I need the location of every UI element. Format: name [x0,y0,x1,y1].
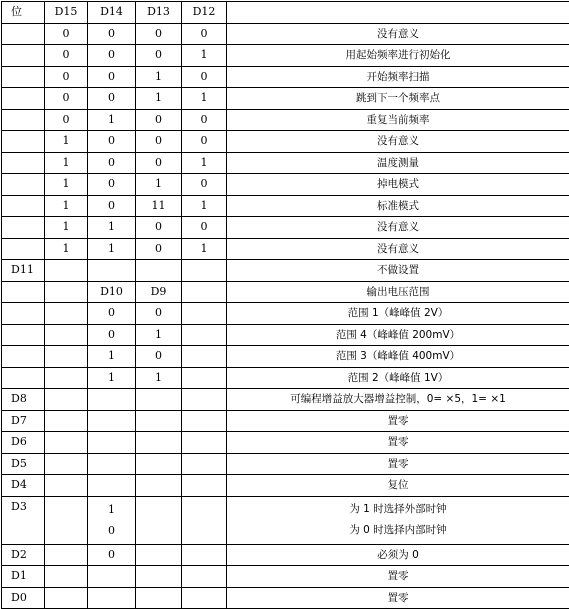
table-row [2,174,569,196]
bit-cell [2,109,45,131]
header-cell-d12: D12 [182,2,227,24]
description-cell-d3 [227,496,569,544]
bit-cell [2,131,45,153]
d3-value-1: 1 [88,499,135,520]
value-cell: 0 [136,45,182,67]
value-cell [182,544,227,566]
table-row [2,217,569,239]
value-cell: 0 [182,131,227,153]
value-cell: 1 [88,109,136,131]
value-cell [136,475,182,497]
value-cell: 0 [182,23,227,45]
description-cell: 用起始频率进行初始化 [227,45,569,67]
table-row [2,109,569,131]
bit-cell: D7 [2,410,45,432]
value-cell [136,410,182,432]
description-cell: 掉电模式 [227,174,569,196]
value-cell: 1 [88,367,136,389]
bit-cell [2,66,45,88]
value-cell [45,475,88,497]
value-cell: 0 [45,45,88,67]
value-cell: 1 [182,45,227,67]
value-cell [88,260,136,282]
value-cell [182,324,227,346]
table-row [2,566,569,588]
bit-cell [2,23,45,45]
description-cell: 可编程增益放大器增益控制，0= ×5，1= ×1 [227,389,569,411]
value-cell: 0 [88,174,136,196]
description-cell: 置零 [227,453,569,475]
description-cell: 跳到下一个频率点 [227,88,569,110]
table-row [2,453,569,475]
value-cell [182,496,227,544]
bit-cell [2,346,45,368]
value-cell: 0 [88,195,136,217]
table-row [2,410,569,432]
bit-cell: D0 [2,587,45,609]
header-cell-bit: 位 [2,2,45,24]
bit-cell [2,195,45,217]
value-cell [136,496,182,544]
value-cell [45,544,88,566]
description-cell: 温度测量 [227,152,569,174]
value-cell [182,475,227,497]
value-cell [182,346,227,368]
table-body-d3 [2,496,569,544]
value-cell [182,432,227,454]
value-cell [136,453,182,475]
description-cell: 置零 [227,410,569,432]
value-cell: 0 [136,238,182,260]
table-body-tail [2,544,569,609]
value-cell: D10 [88,281,136,303]
description-cell: 没有意义 [227,217,569,239]
value-cell: 0 [88,303,136,325]
header-cell-d13: D13 [136,2,182,24]
table-row [2,303,569,325]
value-cell: 11 [136,195,182,217]
value-cell [182,453,227,475]
bit-cell: D2 [2,544,45,566]
value-cell [45,410,88,432]
value-cell: 1 [88,238,136,260]
table-row [2,23,569,45]
description-cell: 范围 2（峰峰值 1V） [227,367,569,389]
bit-cell [2,217,45,239]
value-cell [45,281,88,303]
value-cell: 1 [136,324,182,346]
table-row [2,346,569,368]
description-cell: 必须为 0 [227,544,569,566]
value-cell [45,453,88,475]
value-cell [182,367,227,389]
bit-cell: D6 [2,432,45,454]
value-cell [45,260,88,282]
value-cell: 1 [45,195,88,217]
value-cell: 1 [136,88,182,110]
value-cell: 1 [45,152,88,174]
table-row [2,88,569,110]
value-cell [182,260,227,282]
header-cell-description [227,2,569,24]
table-row [2,432,569,454]
value-cell: 1 [88,346,136,368]
value-cell: 0 [45,88,88,110]
value-cell: 0 [136,152,182,174]
description-cell: 不做设置 [227,260,569,282]
value-cell [182,281,227,303]
table-row [2,195,569,217]
value-cell [182,410,227,432]
value-cell: 0 [136,109,182,131]
bit-cell: D8 [2,389,45,411]
d3-value-0: 0 [88,520,135,541]
value-cell [136,389,182,411]
value-cell: 0 [182,109,227,131]
value-cell: 1 [136,174,182,196]
description-cell: 标准模式 [227,195,569,217]
bit-cell [2,303,45,325]
value-cell: 1 [45,174,88,196]
value-cell [88,410,136,432]
table-row-d3 [2,496,569,544]
description-cell: 没有意义 [227,238,569,260]
d3-desc-internal: 为 0 时选择内部时钟 [227,520,569,541]
value-cell: 1 [182,238,227,260]
value-cell [88,587,136,609]
description-cell: 置零 [227,566,569,588]
bit-cell [2,324,45,346]
value-cell-d3 [88,496,136,544]
value-cell: 0 [45,109,88,131]
value-cell: 0 [88,152,136,174]
table-row [2,475,569,497]
table-row [2,367,569,389]
table-body [2,23,569,496]
value-cell: 1 [182,195,227,217]
value-cell: 1 [182,88,227,110]
bit-cell [2,281,45,303]
description-cell: 没有意义 [227,23,569,45]
description-cell: 开始频率扫描 [227,66,569,88]
value-cell [45,324,88,346]
value-cell [88,389,136,411]
value-cell: 0 [45,23,88,45]
table-row [2,260,569,282]
description-cell: 置零 [227,432,569,454]
bit-cell [2,152,45,174]
table-header-row [2,2,569,24]
header-cell-d14: D14 [88,2,136,24]
value-cell [136,544,182,566]
bit-cell: D11 [2,260,45,282]
bit-cell: D5 [2,453,45,475]
value-cell [136,432,182,454]
value-cell: 0 [136,23,182,45]
bit-cell: D1 [2,566,45,588]
value-cell: 0 [136,131,182,153]
bit-cell [2,367,45,389]
value-cell [45,566,88,588]
value-cell [45,432,88,454]
bit-cell [2,174,45,196]
table-row [2,281,569,303]
table-row [2,238,569,260]
bit-cell [2,88,45,110]
description-cell: 没有意义 [227,131,569,153]
table-row [2,152,569,174]
d3-desc-external: 为 1 时选择外部时钟 [227,499,569,520]
value-cell: 1 [45,217,88,239]
value-cell [136,260,182,282]
value-cell [182,303,227,325]
value-cell: 0 [88,23,136,45]
header-cell-d15: D15 [45,2,88,24]
bit-cell: D4 [2,475,45,497]
value-cell [88,566,136,588]
table-row [2,66,569,88]
value-cell: 1 [45,131,88,153]
value-cell: 0 [182,66,227,88]
value-cell: D9 [136,281,182,303]
table-row [2,544,569,566]
table-row [2,587,569,609]
description-cell: 输出电压范围 [227,281,569,303]
control-register-table [1,1,569,609]
value-cell [45,346,88,368]
value-cell [136,566,182,588]
value-cell: 0 [88,131,136,153]
description-cell: 范围 4（峰峰值 200mV） [227,324,569,346]
value-cell: 0 [136,217,182,239]
value-cell: 0 [88,45,136,67]
value-cell: 0 [88,88,136,110]
description-cell: 置零 [227,587,569,609]
value-cell [182,566,227,588]
value-cell [182,389,227,411]
table-row [2,389,569,411]
value-cell: 0 [136,346,182,368]
description-cell: 复位 [227,475,569,497]
table-row [2,131,569,153]
bit-cell: D3 [2,496,45,544]
value-cell [45,587,88,609]
value-cell: 0 [88,324,136,346]
value-cell [88,453,136,475]
bit-cell [2,45,45,67]
value-cell [45,367,88,389]
description-cell: 范围 1（峰峰值 2V） [227,303,569,325]
value-cell [88,432,136,454]
table-row [2,324,569,346]
bit-cell [2,238,45,260]
value-cell: 1 [88,217,136,239]
description-cell: 范围 3（峰峰值 400mV） [227,346,569,368]
value-cell: 1 [136,367,182,389]
value-cell [45,389,88,411]
value-cell: 1 [182,152,227,174]
table-row [2,45,569,67]
description-cell: 重复当前频率 [227,109,569,131]
value-cell [88,475,136,497]
value-cell: 0 [136,303,182,325]
value-cell [45,303,88,325]
value-cell: 0 [182,217,227,239]
value-cell: 0 [182,174,227,196]
value-cell: 0 [88,66,136,88]
value-cell [136,587,182,609]
value-cell: 0 [88,544,136,566]
value-cell: 0 [45,66,88,88]
value-cell [45,496,88,544]
value-cell [182,587,227,609]
value-cell: 1 [45,238,88,260]
value-cell: 1 [136,66,182,88]
